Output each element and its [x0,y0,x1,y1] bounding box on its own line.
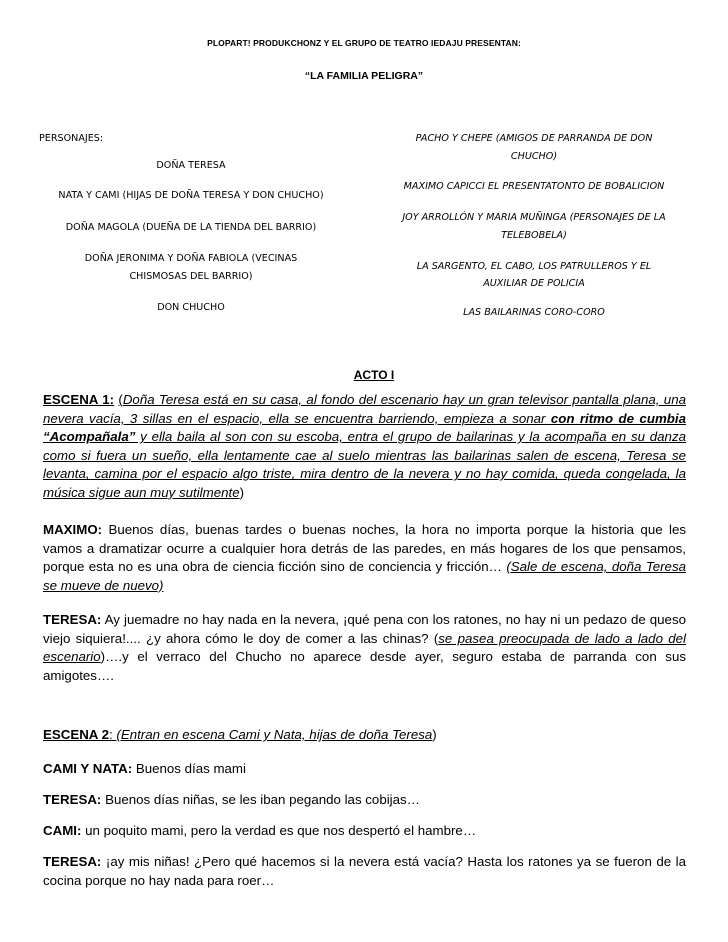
dialogue-text: Buenos días, buenas tardes o buenas noches, la hora no importa porque la historia que les vamos a dramatizar ocurre a cualquier hora detrás de las paredes, en más hogares de los que pensamos, porque esta no es una obra de ciencia ficción sino de conciencia y fricción… [43,522,686,575]
speaker-name: CAMI: [43,823,82,838]
cast-item: DOÑA JERONIMA Y DOÑA FABIOLA (VECINAS [84,253,298,264]
stage-direction: y ella baila al son con su escoba, entra el grupo de bailarinas y la acompaña en su danza como si fuera un sueño, ella lentamente cae al suelo mientras las bailarinas salen de escena, Teresa se levanta, camina por el espacio algo triste, mira dentro de la nevera y no hay comida, queda congelada, la música sigue aun muy sutilmente [43,429,686,500]
cast-item: DON CHUCHO [157,302,225,313]
cast-item: LA SARGENTO, EL CABO, LOS PATRULLEROS Y EL [416,261,652,272]
cast-item: MAXIMO CAPICCI EL PRESENTATONTO DE BOBALICION [403,181,665,192]
speaker-name: MAXIMO: [43,522,103,537]
cast-item: NATA Y CAMI (HIJAS DE DOÑA TERESA Y DON CHUCHO) [58,190,324,201]
speaker-name: TERESA: [43,792,102,807]
paren: ( [433,630,439,646]
cast-item: CHISMOSAS DEL BARRIO) [129,271,253,282]
scene-1-paragraph [43,391,686,503]
paren: ) [239,484,245,500]
maximo-line [43,521,686,595]
cast-item: TELEBOBELA) [501,230,567,241]
paren: ) [432,727,437,742]
song-title: con ritmo de cumbia “Acompañala” [43,410,686,445]
paren: ) [100,649,106,665]
act-heading: ACTO I [353,368,395,382]
dialogue-text: un poquito mami, pero la verdad es que nos despertó el hambre… [81,823,477,838]
cast-item: DOÑA MAGOLA (DUEÑA DE LA TIENDA DEL BARRIO) [65,222,317,233]
stage-direction: se pasea preocupada de lado a lado del escenario [43,630,686,665]
cast-label: PERSONAJES: [39,133,104,144]
cast-item: PACHO Y CHEPE (AMIGOS DE PARRANDA DE DON [415,133,653,144]
dialogue-text: ¡ay mis niñas! ¿Pero qué hacemos si la nevera está vacía? Hasta los ratones ya se fueron de la cocina porque no hay nada para roer… [43,854,686,888]
presenter-line: PLOPART! PRODUKCHONZ Y EL GRUPO DE TEATRO IEDAJU PRESENTAN: [207,38,521,48]
speaker-name: TERESA: [43,854,102,869]
dialogue-line [43,822,686,841]
stage-direction: (Entran en escena Cami y Nata, hijas de doña Teresa [116,727,433,742]
separator: : [109,727,117,742]
speaker-name: TERESA: [43,612,102,627]
teresa-line [43,611,686,685]
dialogue-text: Buenos días mami [132,761,246,776]
dialogue-line [43,853,686,890]
dialogue-text: Ay juemadre no hay nada en la nevera, ¡qué pena con los ratones, no hay ni un pedazo de queso viejo siquiera!.... ¿y ahora cómo le doy de comer a las chinas? [43,612,686,646]
cast-item: AUXILIAR DE POLICIA [483,278,585,289]
stage-direction: (Sale de escena, doña Teresa se mueve de nuevo) [43,559,686,593]
play-title [0,70,728,82]
dialogue-line [43,791,686,810]
dialogue-line [43,760,686,779]
speaker-name: CAMI Y NATA: [43,761,133,776]
cast-item: CHUCHO) [510,151,558,162]
scene-label: ESCENA 2 [43,727,110,742]
paren: ( [118,392,123,407]
play-title-text: “LA FAMILIA PELIGRA” [304,70,424,82]
scene-label: ESCENA 1: [43,392,115,407]
cast-item: JOY ARROLLÓN Y MARIA MUÑINGA (PERSONAJES DE LA [402,212,666,223]
cast-item: LAS BAILARINAS CORO-CORO [463,307,605,318]
stage-direction: Doña Teresa está en su casa, al fondo del escenario hay un gran televisor pantalla plana, una nevera vacía, 3 sillas en el espacio, ella se encuentra barriendo, empieza a sonar [43,392,686,426]
dialogue-text: Buenos días niñas, se les iban pegando las cobijas… [101,792,420,807]
cast-item: DOÑA TERESA [156,160,226,171]
dialogue-text: ….y el verraco del Chucho no aparece desde ayer, seguro estaba de parranda con sus amigotes…. [43,649,686,683]
scene-2-paragraph [43,726,686,745]
